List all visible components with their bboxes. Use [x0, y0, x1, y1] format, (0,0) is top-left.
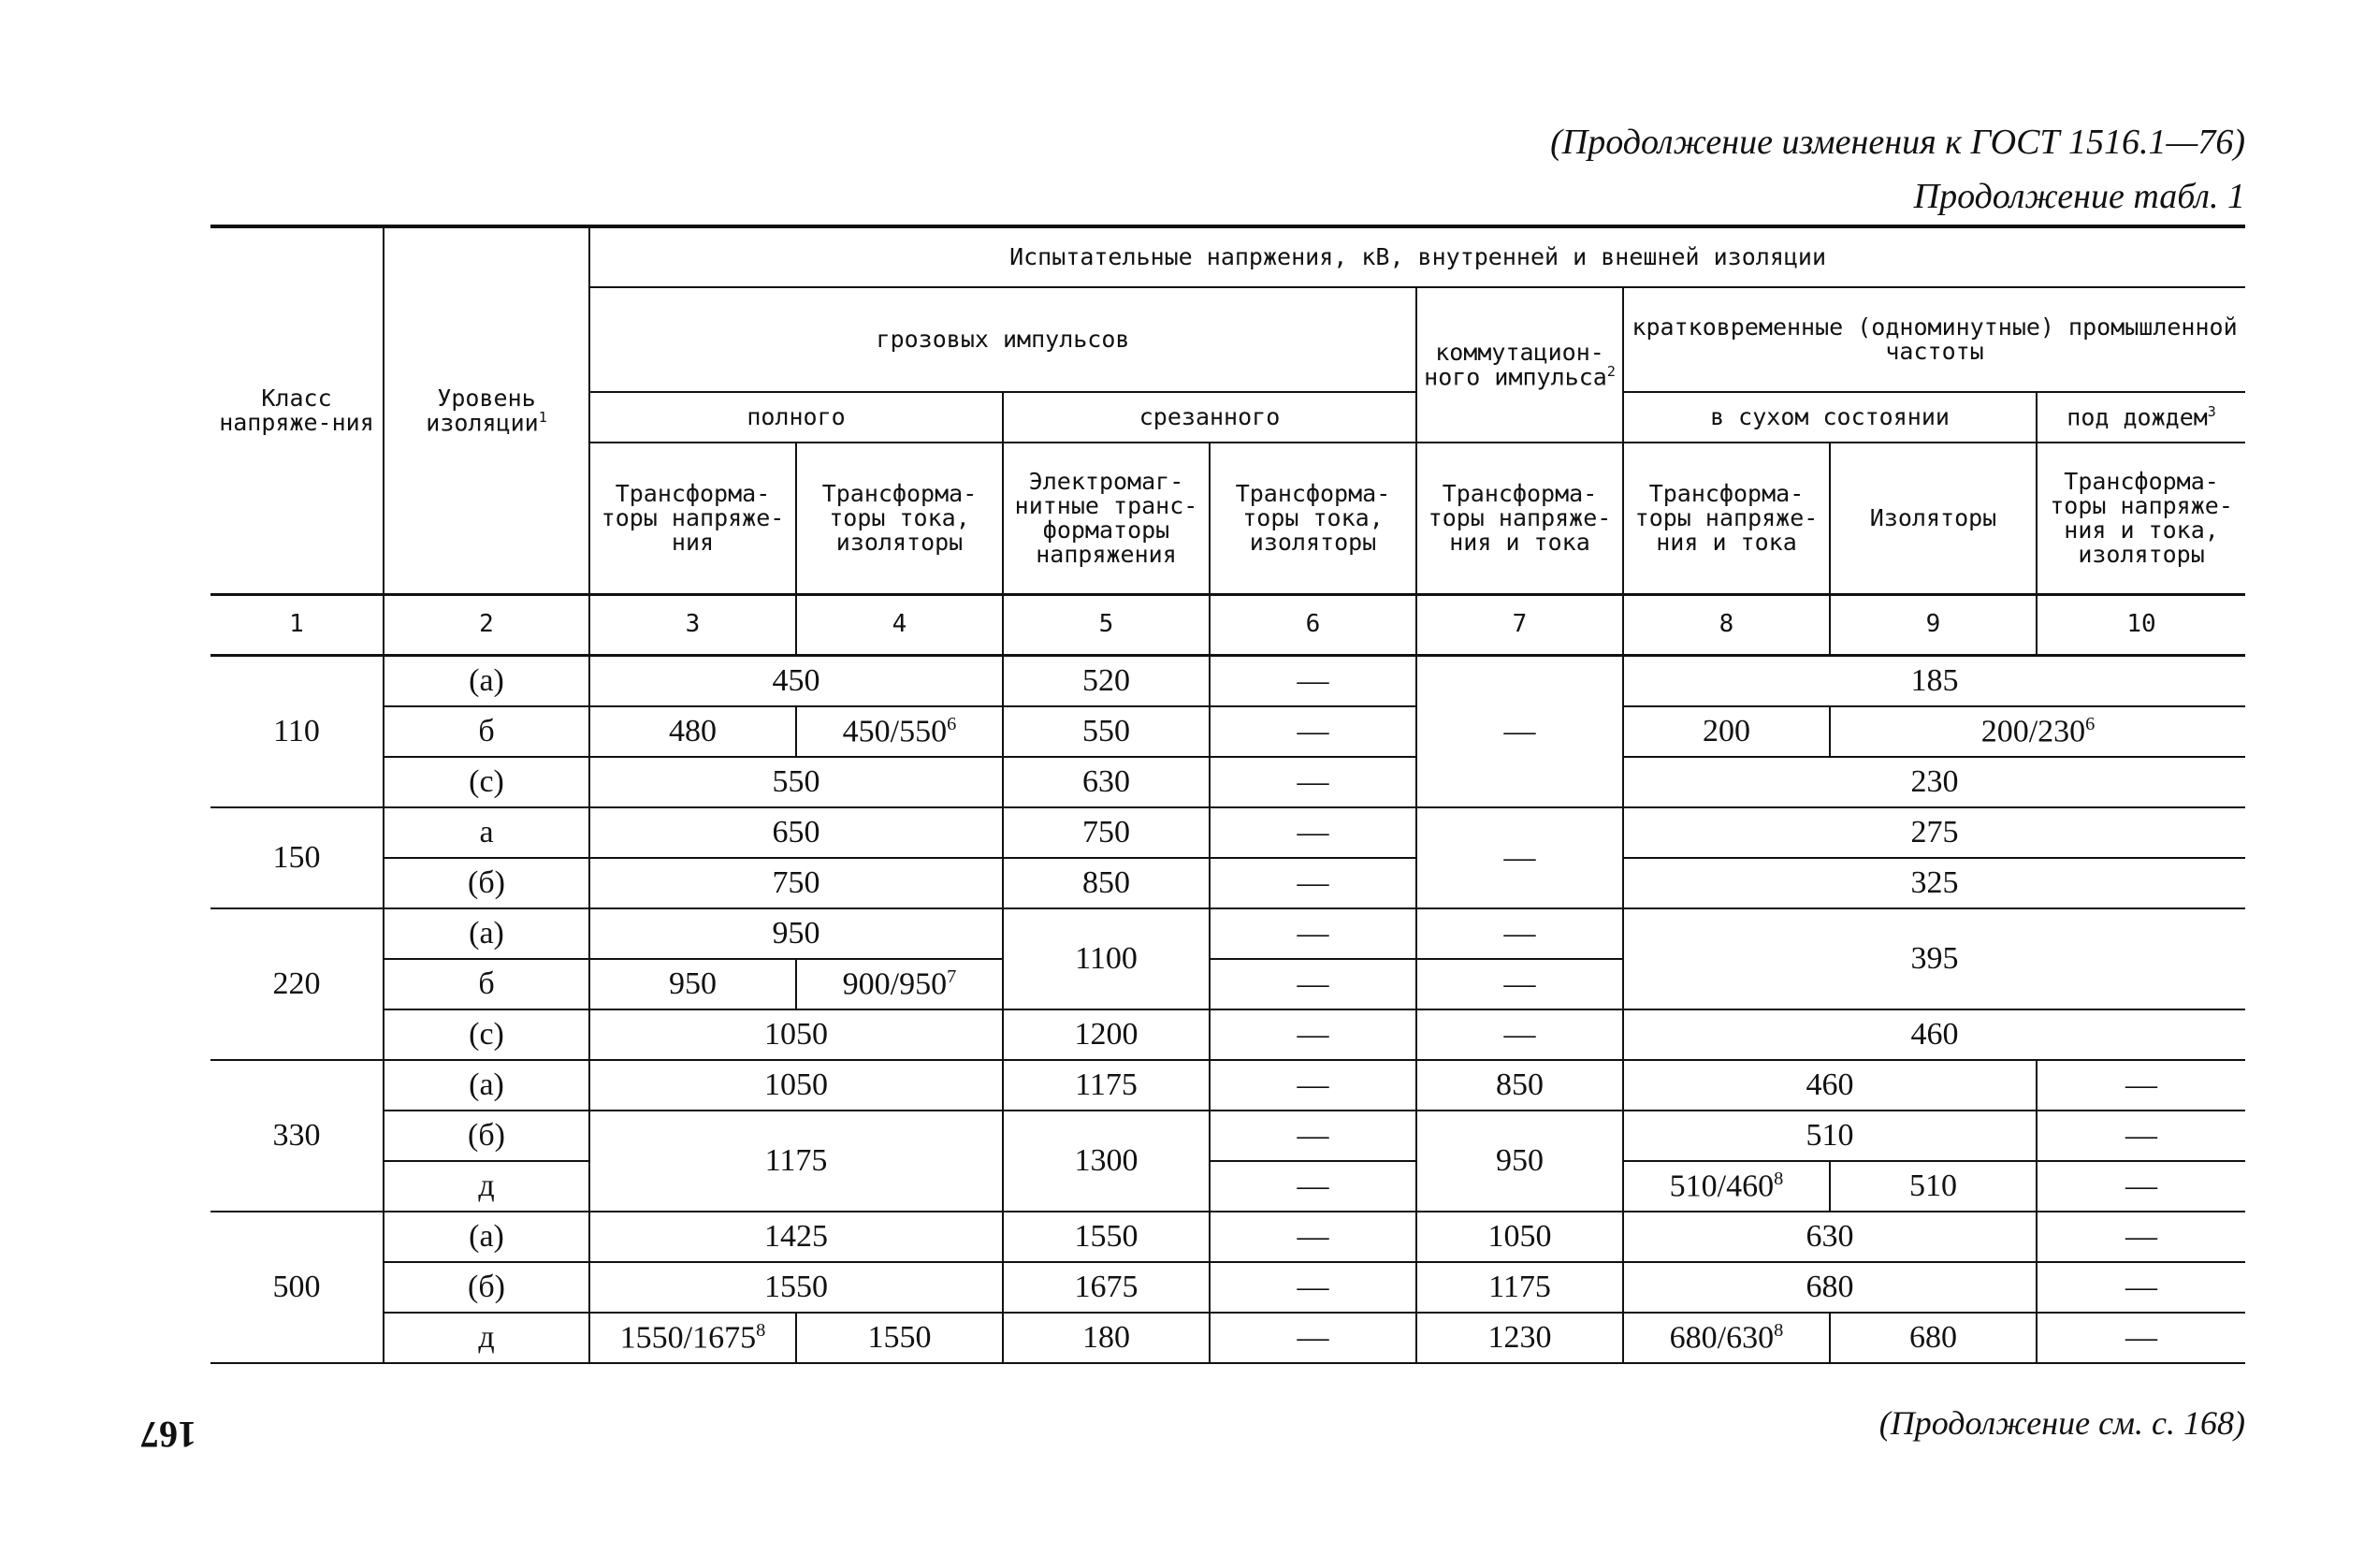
col-number: 7	[1416, 595, 1623, 656]
voltage-class: 150	[210, 807, 384, 908]
col-header-8: Трансформа-торы напряже-ния и тока	[1623, 443, 1830, 595]
cell: 1100	[1003, 908, 1210, 1009]
cell: —	[1210, 1009, 1416, 1060]
cell: —	[1416, 959, 1623, 1009]
cell: —	[1210, 757, 1416, 807]
cell: 200	[1623, 706, 1830, 757]
col-number: 4	[796, 595, 1003, 656]
insulation-level: а	[384, 807, 589, 858]
cell: 1425	[589, 1212, 1003, 1262]
cell: —	[1210, 858, 1416, 908]
col-header-switching: коммутацион-ного импульса$^2$	[1416, 287, 1623, 443]
cell: 1050	[589, 1009, 1003, 1060]
cell: 275	[1623, 807, 2245, 858]
col-header-dry: в сухом состоянии	[1623, 392, 2037, 443]
cell: 1050	[589, 1060, 1003, 1111]
cell: 680	[1830, 1313, 2037, 1363]
footer-note: (Продолжение см. с. 168)	[1878, 1404, 2245, 1442]
cell: $900/950^7$	[796, 959, 1003, 1009]
cell: —	[2037, 1262, 2245, 1313]
col-header-voltage-class: Класс напряже-ния	[210, 226, 384, 595]
cell: $450/550^6$	[796, 706, 1003, 757]
insulation-level: б	[384, 706, 589, 757]
cell: 1550	[589, 1262, 1003, 1313]
cell: 1550	[796, 1313, 1003, 1363]
cell: 1175	[1003, 1060, 1210, 1111]
cell: 1175	[1416, 1262, 1623, 1313]
table-row	[210, 1313, 2245, 1363]
cell: 1050	[1416, 1212, 1623, 1262]
cell: 325	[1623, 858, 2245, 908]
cell: —	[1210, 908, 1416, 959]
cell: 520	[1003, 656, 1210, 707]
cell: —	[1210, 959, 1416, 1009]
table-row	[210, 1009, 2245, 1060]
cell: 750	[1003, 807, 1210, 858]
cell: 950	[1416, 1111, 1623, 1212]
cell: —	[1416, 908, 1623, 959]
col-header-power-frequency: кратковременные (одноминутные) промышленной частоты	[1623, 287, 2245, 392]
table-row	[210, 858, 2245, 908]
cell: 460	[1623, 1009, 2245, 1060]
cell: 1230	[1416, 1313, 1623, 1363]
insulation-level: (б)	[384, 1111, 589, 1161]
cell: $200/230^6$	[1830, 706, 2245, 757]
cell: $510/460^8$	[1623, 1161, 1830, 1212]
cell: 1550/1675$^8$	[589, 1313, 796, 1363]
cell: —	[2037, 1111, 2245, 1161]
col-number: 3	[589, 595, 796, 656]
col-header-10: Трансформа-торы напряже-ния и тока, изоляторы	[2037, 443, 2245, 595]
cell: —	[1416, 807, 1623, 908]
cell: 950	[589, 908, 1003, 959]
cell: —	[1210, 1262, 1416, 1313]
voltage-class: 220	[210, 908, 384, 1060]
cell: 180	[1003, 1313, 1210, 1363]
cell: —	[1210, 656, 1416, 707]
cell: 630	[1623, 1212, 2037, 1262]
cell: 1550	[1003, 1212, 1210, 1262]
insulation-level: (а)	[384, 908, 589, 959]
cell: —	[1210, 706, 1416, 757]
table-row	[210, 656, 2245, 707]
col-header-test-voltages: Испытательные напржения, кВ, внутренней и внешней изоляции	[589, 226, 2245, 287]
cell: —	[1210, 1161, 1416, 1212]
table-row	[210, 757, 2245, 807]
cell: —	[2037, 1313, 2245, 1363]
cell: 850	[1003, 858, 1210, 908]
insulation-level: (б)	[384, 1262, 589, 1313]
col-header-4: Трансформа-торы тока, изоляторы	[796, 443, 1003, 595]
insulation-level: д	[384, 1161, 589, 1212]
cell: 550	[589, 757, 1003, 807]
col-header-insulation-level: Уровень изоляции$^1$	[384, 226, 589, 595]
cell: 1675	[1003, 1262, 1210, 1313]
insulation-level: (а)	[384, 1060, 589, 1111]
cell: 450	[589, 656, 1003, 707]
cell: 1175	[589, 1111, 1003, 1212]
col-header-lightning: грозовых импульсов	[589, 287, 1416, 392]
col-header-rain: под дождем$^3$	[2037, 392, 2245, 443]
col-number: 1	[210, 595, 384, 656]
cell: —	[1210, 807, 1416, 858]
col-header-5: Электромаг-нитные транс-форматоры напряжения	[1003, 443, 1210, 595]
table-row	[210, 706, 2245, 757]
insulation-level: (б)	[384, 858, 589, 908]
cell: 460	[1623, 1060, 2037, 1111]
continuation-note: (Продолжение изменения к ГОСТ 1516.1—76)	[1550, 123, 2245, 162]
cell: 550	[1003, 706, 1210, 757]
cell: —	[1210, 1212, 1416, 1262]
col-number: 6	[1210, 595, 1416, 656]
test-voltage-table	[210, 225, 2245, 1364]
table-row	[210, 1060, 2245, 1111]
table-row	[210, 1262, 2245, 1313]
table-row	[210, 1111, 2245, 1161]
cell: —	[1210, 1111, 1416, 1161]
insulation-level: (а)	[384, 1212, 589, 1262]
cell: —	[1416, 656, 1623, 808]
cell: 510	[1830, 1161, 2037, 1212]
insulation-level: б	[384, 959, 589, 1009]
page-number: 167	[140, 1414, 196, 1456]
cell: $680/630^8$	[1623, 1313, 1830, 1363]
cell: —	[1210, 1313, 1416, 1363]
insulation-level: (с)	[384, 757, 589, 807]
col-header-6: Трансформа-торы тока, изоляторы	[1210, 443, 1416, 595]
insulation-level: (с)	[384, 1009, 589, 1060]
col-number: 10	[2037, 595, 2245, 656]
col-header-full: полного	[589, 392, 1003, 443]
cell: 650	[589, 807, 1003, 858]
cell: 230	[1623, 757, 2245, 807]
insulation-level: (а)	[384, 656, 589, 707]
col-header-3: Трансформа-торы напряже-ния	[589, 443, 796, 595]
col-number: 2	[384, 595, 589, 656]
col-header-7: Трансформа-торы напряже-ния и тока	[1416, 443, 1623, 595]
cell: —	[2037, 1212, 2245, 1262]
table-row	[210, 1212, 2245, 1262]
table-row	[210, 1161, 2245, 1212]
cell: —	[1416, 1009, 1623, 1060]
cell: 680	[1623, 1262, 2037, 1313]
cell: 950	[589, 959, 796, 1009]
cell: —	[2037, 1060, 2245, 1111]
col-number: 8	[1623, 595, 1830, 656]
cell: 750	[589, 858, 1003, 908]
voltage-class: 110	[210, 656, 384, 808]
cell: 1300	[1003, 1111, 1210, 1212]
col-number: 5	[1003, 595, 1210, 656]
voltage-class: 330	[210, 1060, 384, 1212]
col-header-9: Изоляторы	[1830, 443, 2037, 595]
cell: 1200	[1003, 1009, 1210, 1060]
table-continuation-note: Продолжение табл. 1	[1913, 177, 2245, 216]
cell: —	[1210, 1060, 1416, 1111]
col-number: 9	[1830, 595, 2037, 656]
cell: —	[2037, 1161, 2245, 1212]
cell: 480	[589, 706, 796, 757]
cell: 630	[1003, 757, 1210, 807]
table-row	[210, 807, 2245, 858]
voltage-class: 500	[210, 1212, 384, 1363]
cell: 850	[1416, 1060, 1623, 1111]
cell: 395	[1623, 908, 2245, 1009]
cell: 185	[1623, 656, 2245, 707]
col-header-chopped: срезанного	[1003, 392, 1416, 443]
insulation-level: д	[384, 1313, 589, 1363]
cell: 510	[1623, 1111, 2037, 1161]
table-row	[210, 908, 2245, 959]
